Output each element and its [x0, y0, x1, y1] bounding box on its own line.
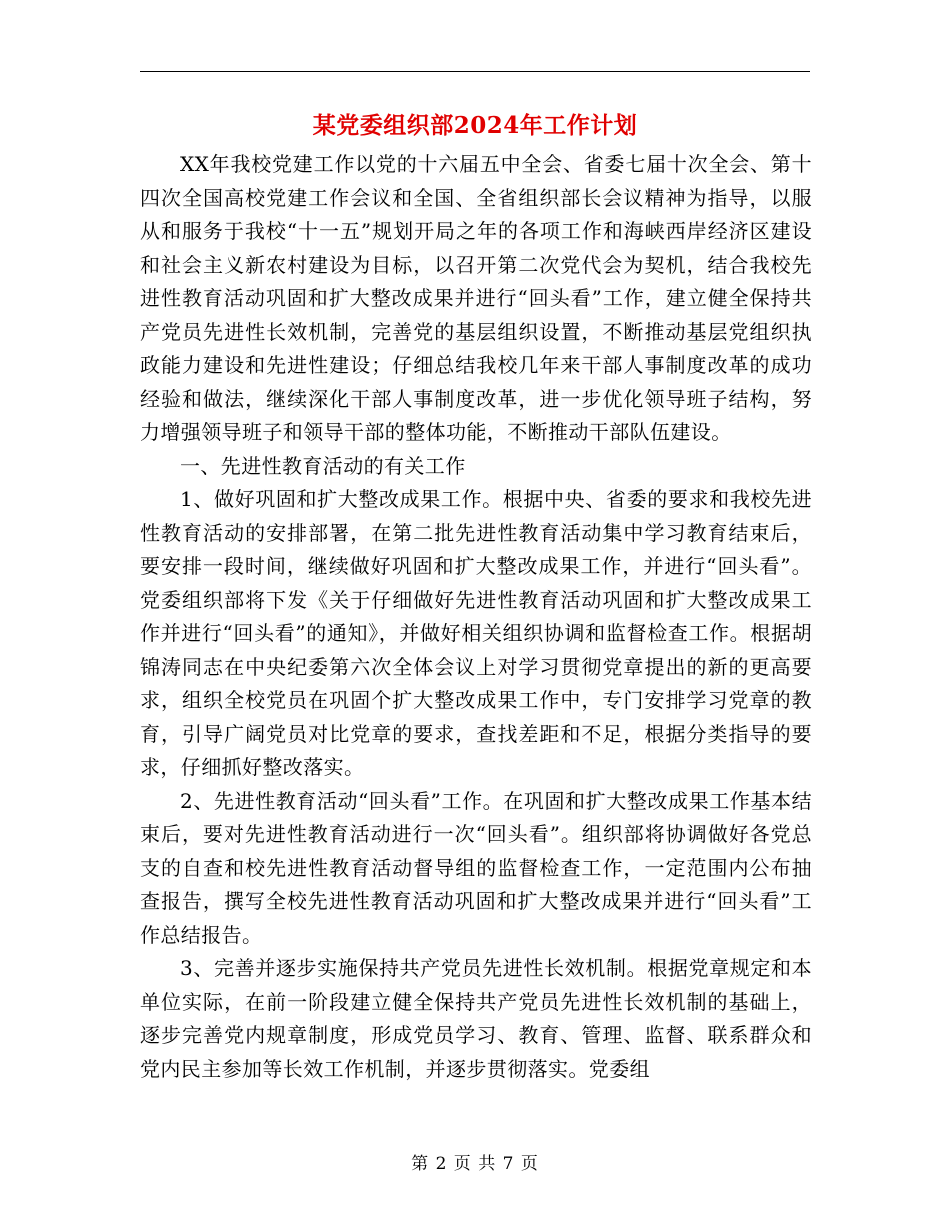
body-paragraph-1: 1、做好巩固和扩大整改成果工作。根据中央、省委的要求和我校先进性教育活动的安排部署，在第二批先进性教育活动集中学习教育结束后，要安排一段时间，继续做好巩固和扩大整改成果工作，并进行“回头看”。党委组织部将下发《关于仔细做好先进性教育活动巩固和扩大整改成果工作并进行“回头看”的通知》，并做好相关组织协调和监督检查工作。根据胡锦涛同志在中央纪委第六次全体会议上对学习贯彻党章提出的新的更高要求，组织全校党员在巩固个扩大整改成果工作中，专门安排学习党章的教育，引导广阔党员对比党章的要求，查找差距和不足，根据分类指导的要求，仔细抓好整改落实。	[140, 487, 812, 779]
body-paragraph-3: 3、完善并逐步实施保持共产党员先进性长效机制。根据党章规定和本单位实际，在前一阶段建立健全保持共产党员先进性长效机制的基础上，逐步完善党内规章制度，形成党员学习、教育、管理、监督、联系群众和党内民主参加等长效工作机制，并逐步贯彻落实。党委组	[140, 956, 812, 1081]
document-title: 某党委组织部2024年工作计划	[312, 112, 638, 139]
page-number: 第 2 页 共 7 页	[411, 1154, 539, 1174]
header-rule	[140, 71, 810, 72]
section-heading: 一、先进性教育活动的有关工作	[180, 453, 466, 478]
intro-paragraph: XX年我校党建工作以党的十六届五中全会、省委七届十次全会、第十四次全国高校党建工作会议和全国、全省组织部长会议精神为指导，以服从和服务于我校“十一五”规划开局之年的各项工作和海峡西岸经济区建设和社会主义新农村建设为目标，以召开第二次党代会为契机，结合我校先进性教育活动巩固和扩大整改成果并进行“回头看”工作，建立健全保持共产党员先进性长效机制，完善党的基层组织设置，不断推动基层党组织执政能力建设和先进性建设；仔细总结我校几年来干部人事制度改革的成功经验和做法，继续深化干部人事制度改革，进一步优化领导班子结构，努力增强领导班子和领导干部的整体功能，不断推动干部队伍建设。	[140, 152, 812, 444]
body-paragraph-2: 2、先进性教育活动“回头看”工作。在巩固和扩大整改成果工作基本结束后，要对先进性教育活动进行一次“回头看”。组织部将协调做好各党总支的自查和校先进性教育活动督导组的监督检查工作，一定范围内公布抽查报告，撰写全校先进性教育活动巩固和扩大整改成果并进行“回头看”工作总结报告。	[140, 788, 812, 947]
document-body	[140, 148, 812, 1086]
